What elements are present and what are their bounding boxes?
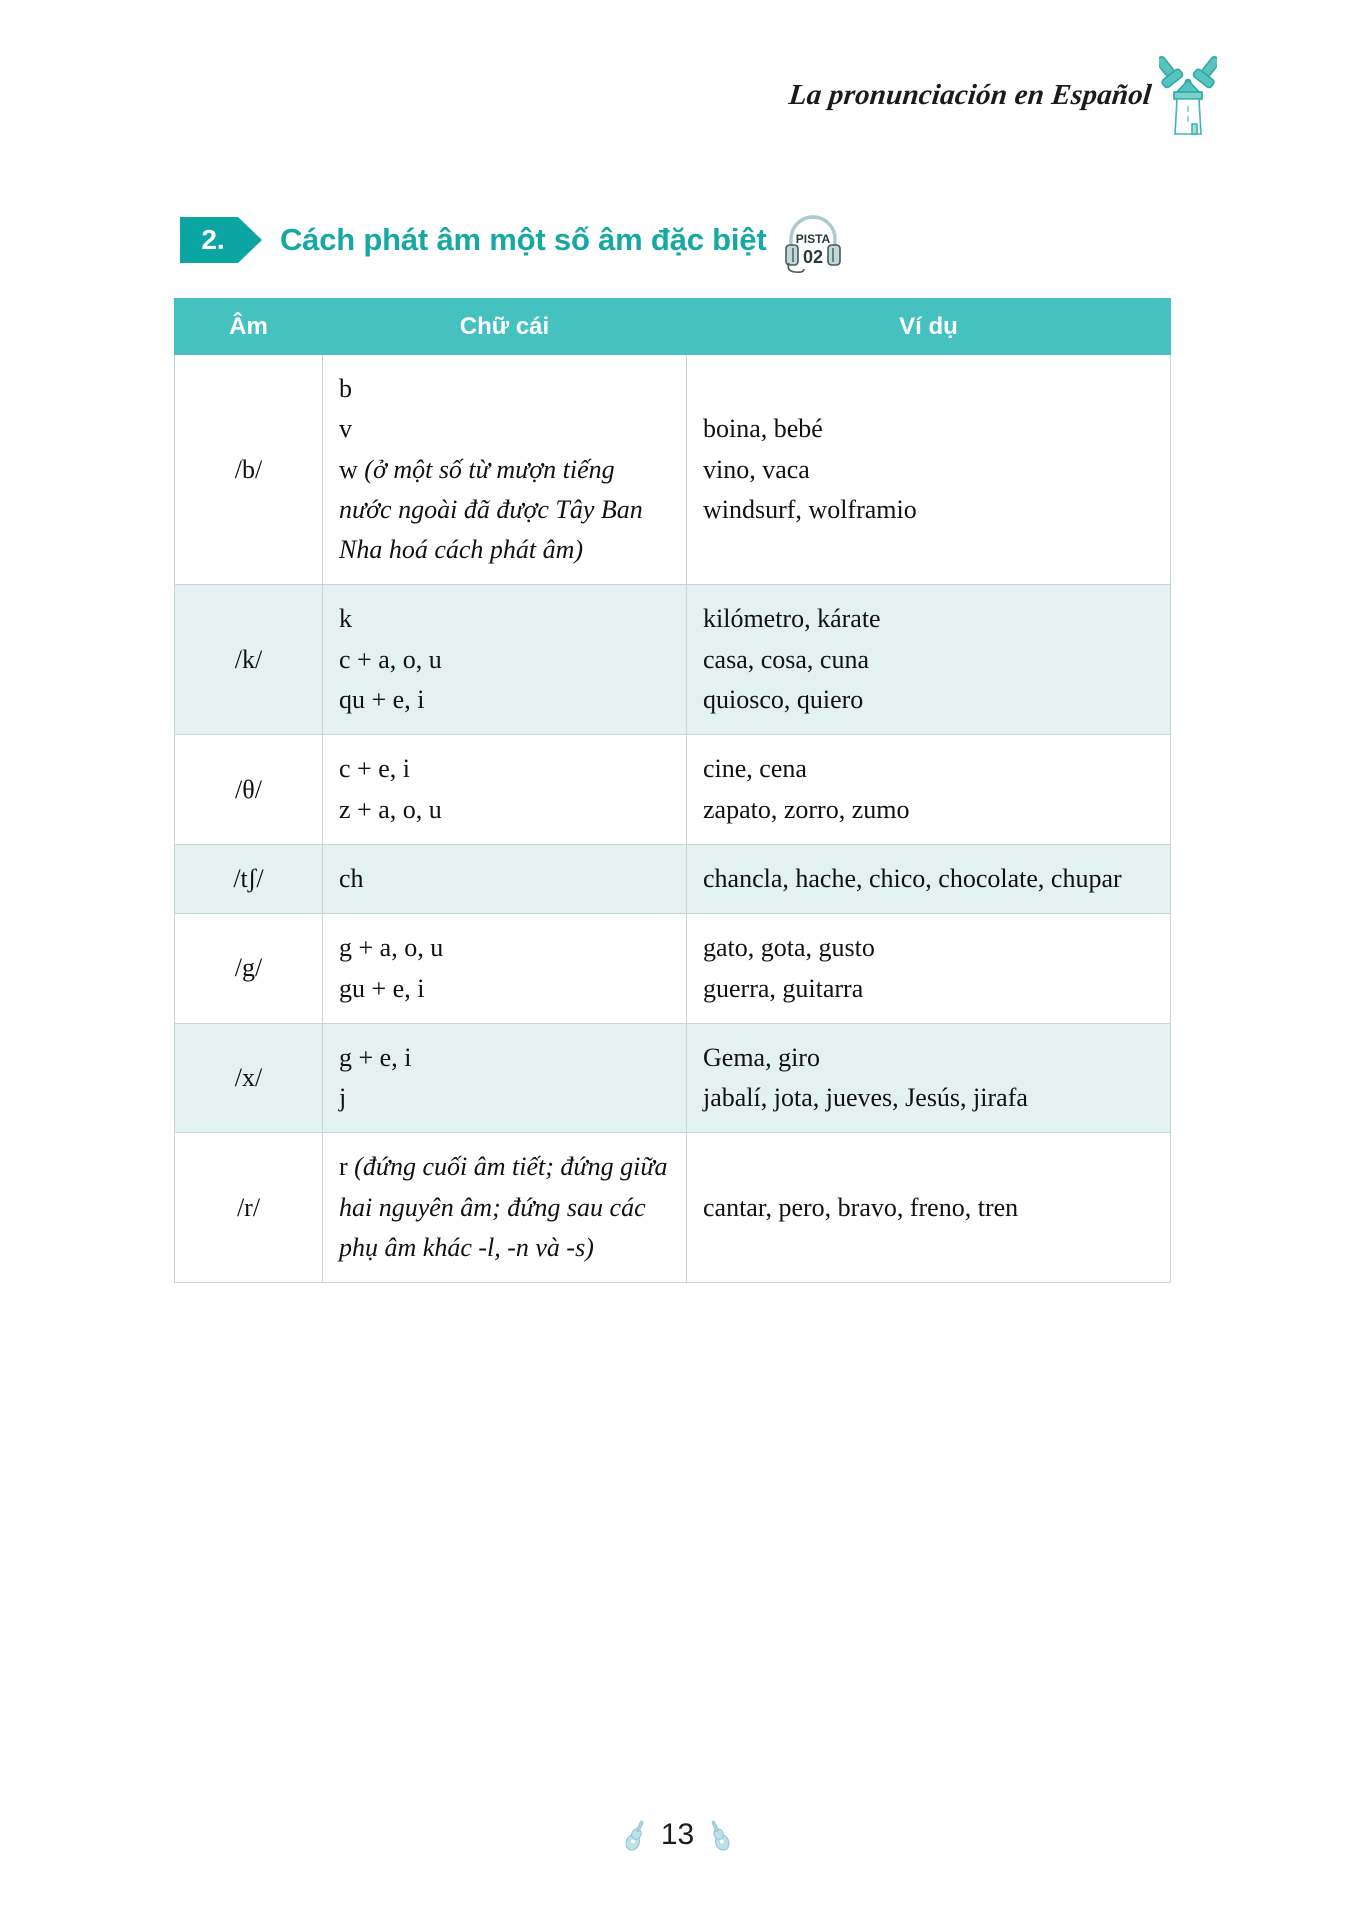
letter-line: qu + e, i — [339, 685, 425, 715]
table-header-row — [175, 299, 1171, 355]
example-line: vino, vaca — [703, 454, 810, 484]
cell-letters — [323, 735, 687, 845]
cell-examples — [687, 735, 1171, 845]
letter-note: (đứng cuối âm tiết; đứng giữa hai nguyên âm; đứng sau các phụ âm khác -l, -n và -s) — [339, 1152, 668, 1263]
letter-token: w — [339, 454, 365, 484]
headphones-icon[interactable] — [766, 207, 846, 273]
cell-letters — [323, 844, 687, 913]
cell-examples — [687, 1133, 1171, 1283]
guitar-ornament-icon — [708, 1818, 730, 1852]
letter-line: z + a, o, u — [339, 794, 442, 824]
cell-letters — [323, 355, 687, 585]
example-line: boina, bebé — [703, 414, 823, 444]
cell-sound: /θ/ — [175, 735, 323, 845]
section-number-badge — [180, 217, 238, 263]
cell-examples — [687, 355, 1171, 585]
cell-letters — [323, 1133, 687, 1283]
page-footer — [0, 1818, 1355, 1852]
cell-letters — [323, 1023, 687, 1133]
table-row — [175, 1023, 1171, 1133]
cell-sound: /g/ — [175, 914, 323, 1024]
column-header-letters: Chữ cái — [323, 299, 687, 355]
letter-token: r — [339, 1152, 355, 1182]
windmill-icon — [1159, 52, 1217, 138]
cell-examples — [687, 585, 1171, 735]
page-header-title: La pronunciación en Español — [787, 78, 1153, 111]
column-header-sound: Âm — [175, 299, 323, 355]
letter-line: ch — [339, 863, 364, 893]
cell-sound: /x/ — [175, 1023, 323, 1133]
table-row — [175, 355, 1171, 585]
guitar-ornament-icon — [625, 1818, 647, 1852]
cell-sound: /r/ — [175, 1133, 323, 1283]
audio-pista-label: PISTA — [796, 232, 831, 246]
letter-line: v — [339, 414, 352, 444]
cell-examples — [687, 1023, 1171, 1133]
example-line: jabalí, jota, jueves, Jesús, jirafa — [703, 1083, 1028, 1113]
cell-examples — [687, 844, 1171, 913]
example-line: quiosco, quiero — [703, 685, 864, 715]
section-title: Cách phát âm một số âm đặc biệt — [280, 222, 767, 257]
example-line: Gema, giro — [703, 1042, 820, 1072]
page-number: 13 — [660, 1818, 695, 1851]
pronunciation-table — [174, 298, 1171, 1283]
table-row — [175, 1133, 1171, 1283]
letter-line: j — [339, 1083, 347, 1113]
letter-line — [339, 1147, 670, 1268]
cell-examples — [687, 914, 1171, 1024]
example-line: cine, cena — [703, 754, 807, 784]
letter-line: g + a, o, u — [339, 933, 444, 963]
example-line: chancla, hache, chico, chocolate, chupar — [703, 863, 1122, 893]
table-row — [175, 585, 1171, 735]
column-header-examples: Ví dụ — [687, 299, 1171, 355]
letter-line: g + e, i — [339, 1042, 412, 1072]
example-line: windsurf, wolframio — [703, 494, 917, 524]
letter-line: gu + e, i — [339, 973, 425, 1003]
example-line: zapato, zorro, zumo — [703, 794, 910, 824]
table-row — [175, 735, 1171, 845]
letter-line: k — [339, 604, 352, 634]
cell-sound: /b/ — [175, 355, 323, 585]
table-body — [175, 355, 1171, 1283]
example-line: gato, gota, gusto — [703, 933, 875, 963]
letter-line: b — [339, 374, 352, 403]
cell-sound: /k/ — [175, 585, 323, 735]
letter-line: c + a, o, u — [339, 644, 442, 674]
section-heading — [180, 212, 846, 268]
audio-track-number: 02 — [803, 247, 824, 267]
example-line: casa, cosa, cuna — [703, 644, 870, 674]
table-header — [175, 299, 1171, 355]
section-number: 2. — [201, 224, 225, 255]
letter-note: (ở một số từ mượn tiếng nước ngoài đã được Tây Ban Nha hoá cách phát âm) — [339, 454, 643, 565]
letter-line: c + e, i — [339, 754, 410, 784]
cell-sound: /tʃ/ — [175, 844, 323, 913]
example-line: guerra, guitarra — [703, 973, 864, 1003]
page-header — [789, 52, 1217, 138]
table-row — [175, 844, 1171, 913]
example-line: kilómetro, kárate — [703, 604, 881, 634]
example-line: cantar, pero, bravo, freno, tren — [703, 1192, 1019, 1222]
table-row — [175, 914, 1171, 1024]
letter-line — [339, 450, 670, 571]
cell-letters — [323, 914, 687, 1024]
cell-letters — [323, 585, 687, 735]
